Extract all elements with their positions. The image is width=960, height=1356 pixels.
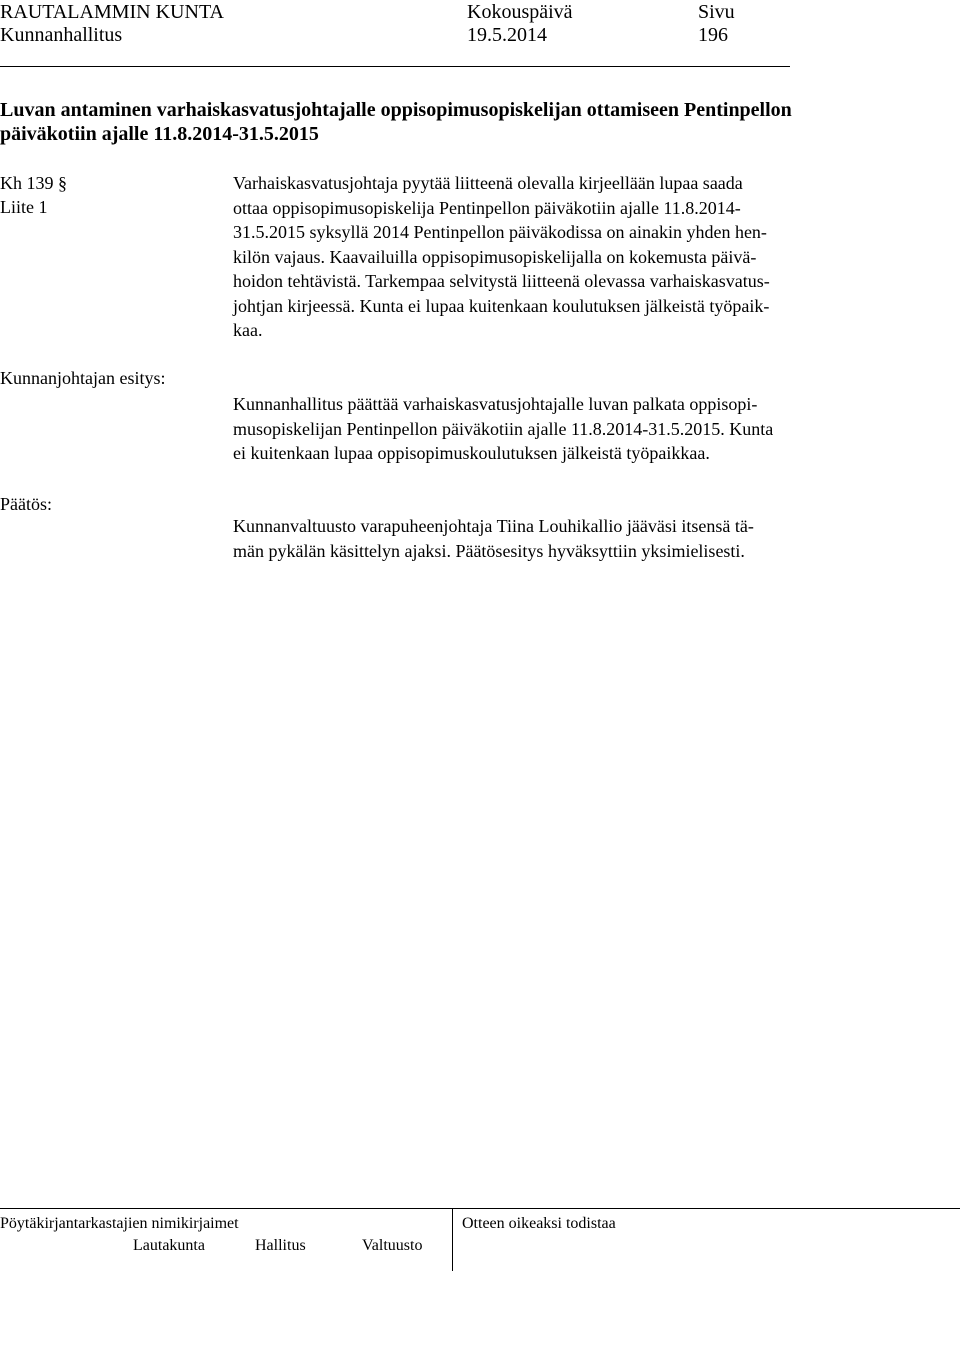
paragraph-line: kilön vajaus. Kaavailuilla oppisopimusopiskelijalla on kokemusta päivä-	[233, 246, 757, 267]
decision-paragraph	[233, 514, 754, 563]
meeting-date: 19.5.2014	[467, 24, 547, 46]
paragraph-line: musopiskelijan Pentinpellon päiväkotiin ajalle 11.8.2014-31.5.2015. Kunta	[233, 418, 774, 439]
governing-body: Kunnanhallitus	[0, 24, 123, 46]
paragraph-line: johtjan kirjeessä. Kunta ei lupaa kuitenkaan koulutuksen jälkeistä työpaik-	[233, 295, 770, 316]
organization-name: RAUTALAMMIN KUNTA	[0, 1, 225, 23]
decision-label: Päätös:	[0, 494, 52, 514]
intro-paragraph	[233, 171, 770, 343]
meeting-date-label: Kokouspäivä	[467, 1, 573, 23]
attachment-label: Liite 1	[0, 197, 48, 217]
paragraph-line: Varhaiskasvatusjohtaja pyytää liitteenä olevalla kirjeellään lupaa saada	[233, 173, 743, 193]
board-column: Hallitus	[255, 1237, 306, 1254]
page-label: Sivu	[698, 1, 735, 23]
paragraph-line: Kunnanvaltuusto varapuheenjohtaja Tiina Louhikallio jääväsi itsensä tä-	[233, 516, 754, 536]
section-number: Kh 139 §	[0, 173, 67, 193]
signatures-label: Pöytäkirjantarkastajien nimikirjaimet	[0, 1215, 239, 1232]
agenda-title-line-2: päiväkotiin ajalle 11.8.2014-31.5.2015	[0, 123, 319, 145]
agenda-title-line-1: Luvan antaminen varhaiskasvatusjohtajalle oppisopimusopiskelijan ottamiseen Pentinpellon	[0, 99, 792, 121]
paragraph-line: ottaa oppisopimusopiskelija Pentinpellon päiväkotiin ajalle 11.8.2014-	[233, 197, 741, 218]
paragraph-line: Kunnanhallitus päättää varhaiskasvatusjohtajalle luvan palkata oppisopi-	[233, 394, 758, 414]
paragraph-line: hoidon tehtävistä. Tarkempaa selvitystä liitteenä olevassa varhaiskasvatus-	[233, 271, 770, 291]
paragraph-line: ei kuitenkaan lupaa oppisopimuskoulutuksen jälkeistä työpaikkaa.	[233, 443, 710, 463]
certified-label: Otteen oikeaksi todistaa	[462, 1215, 616, 1232]
footer-divider	[452, 1209, 453, 1271]
signature-footer	[0, 1208, 960, 1271]
proposal-label: Kunnanjohtajan esitys:	[0, 368, 166, 388]
page-number: 196	[698, 24, 728, 46]
paragraph-line: kaa.	[233, 320, 263, 340]
proposal-paragraph	[233, 392, 773, 466]
council-column: Valtuusto	[362, 1237, 423, 1254]
committee-column: Lautakunta	[133, 1237, 205, 1254]
paragraph-line: män pykälän käsittelyn ajaksi. Päätösesitys hyväksyttiin yksimielisesti.	[233, 540, 745, 561]
header-divider	[0, 66, 790, 67]
paragraph-line: 31.5.2015 syksyllä 2014 Pentinpellon päiväkodissa on ainakin yhden hen-	[233, 222, 767, 242]
